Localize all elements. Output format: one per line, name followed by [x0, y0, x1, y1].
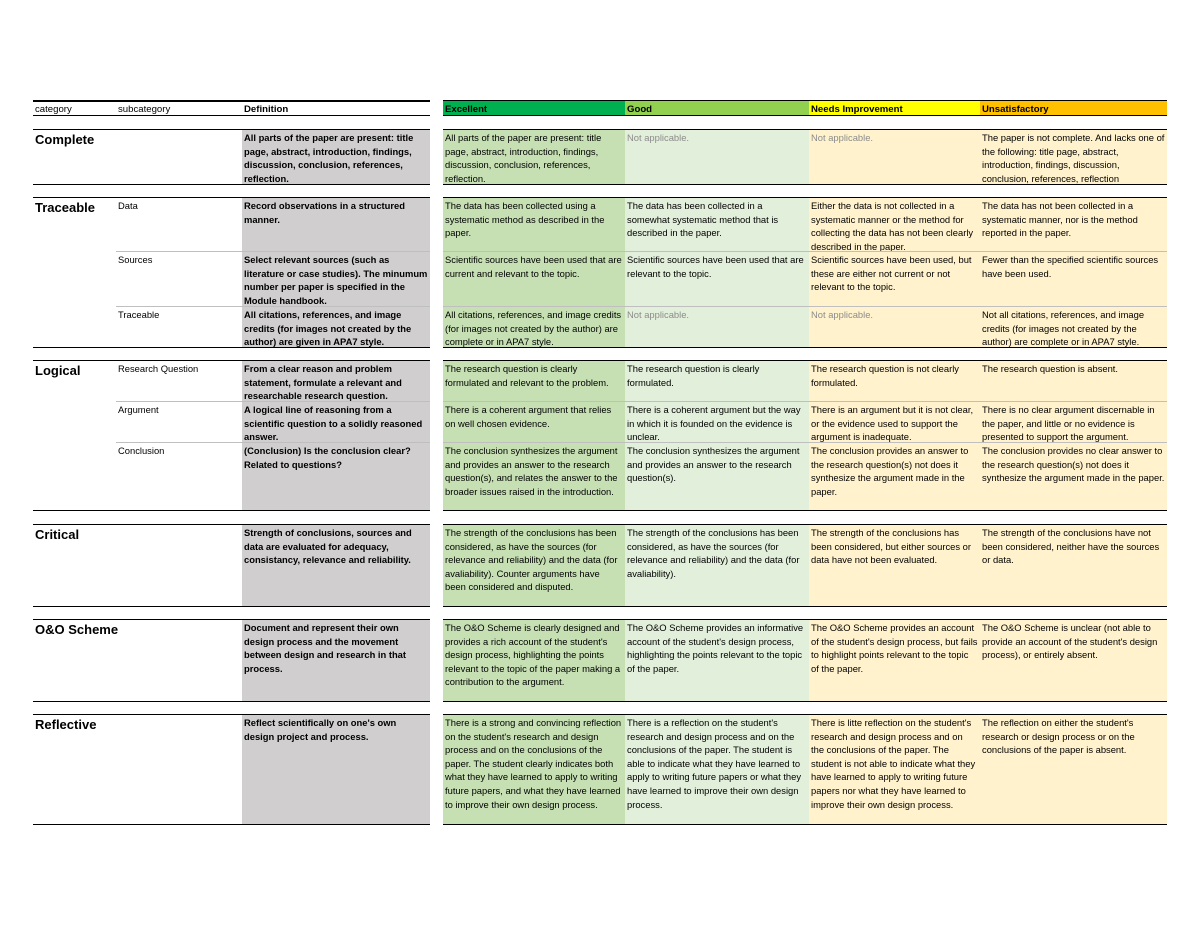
needs-improvement-cell: The conclusion provides an answer to the research question(s) not does it synthesize the argument made in the paper. — [809, 443, 980, 510]
good-cell: The conclusion synthesizes the argument and provides an answer to the research question(s). — [625, 443, 809, 510]
unsatisfactory-cell: Not all citations, references, and image credits (for images not created by the author) are complete or in APA7 style. — [980, 307, 1167, 347]
good-cell: Not applicable. — [625, 130, 809, 184]
definition-cell: All parts of the paper are present: title page, abstract, introduction, findings, discussion, conclusion, references, reflection. — [242, 130, 430, 184]
unsatisfactory-cell: There is no clear argument discernable in the paper, and little or no evidence is presented to support the argument. — [980, 402, 1167, 442]
excellent-cell: The conclusion synthesizes the argument and provides an answer to the research question(s), and relates the answer to the broader issues raised in the introduction. — [443, 443, 625, 510]
excellent-cell: All parts of the paper are present: title page, abstract, introduction, findings, discussion, conclusion, references, reflection. — [443, 130, 625, 184]
needs-improvement-cell: There is litte reflection on the student's research and design process and on the conclusions of the paper. The student is not able to indicate what they have learned to apply to writing future papers nor what they have learned to improve their own design process. — [809, 715, 980, 824]
needs-improvement-cell: Scientific sources have been used, but these are either not current or not relevant to the topic. — [809, 252, 980, 306]
excellent-cell: There is a coherent argument that relies on well chosen evidence. — [443, 402, 625, 442]
definition-cell: Strength of conclusions, sources and data are evaluated for adequacy, consistancy, relevance and reliability. — [242, 525, 430, 606]
good-cell: The strength of the conclusions has been considered, as have the sources (for relevance and reliability) and the data (for avaliability). — [625, 525, 809, 606]
unsatisfactory-cell: The conclusion provides no clear answer to the research question(s) not does it synthesize the argument made in the paper. — [980, 443, 1167, 510]
rule-logical-bottom-r — [443, 510, 1167, 511]
definition-cell: Reflect scientifically on one's own design project and process. — [242, 715, 430, 824]
unsatisfactory-cell: The research question is absent. — [980, 361, 1167, 401]
excellent-cell: The O&O Scheme is clearly designed and provides a rich account of the student's design process, highlighting the points relevant to the topic of the paper making a contribution to the argument. — [443, 620, 625, 701]
unsatisfactory-cell: Fewer than the specified scientific sources have been used. — [980, 252, 1167, 306]
rule-traceable-bottom-l — [33, 347, 430, 348]
category-complete: Complete — [35, 132, 95, 147]
subcategory-traceable: Traceable — [118, 309, 160, 320]
needs-improvement-cell: Either the data is not collected in a systematic manner or the method for collecting the data has not been clearly described in the paper. — [809, 198, 980, 251]
category-reflective: Reflective — [35, 717, 97, 732]
unsatisfactory-cell: The data has not been collected in a systematic manner, nor is the method reported in the paper. — [980, 198, 1167, 251]
rule-complete-bottom-l — [33, 184, 430, 185]
unsatisfactory-cell: The strength of the conclusions have not been considered, neither have the sources or data. — [980, 525, 1167, 606]
good-cell: The research question is clearly formulated. — [625, 361, 809, 401]
subcategory-research-question: Research Question — [118, 363, 199, 374]
excellent-cell: The data has been collected using a systematic method as described in the paper. — [443, 198, 625, 251]
needs-improvement-cell: The O&O Scheme provides an account of the student's design process, but fails to highlight points relevant to the topic of the paper. — [809, 620, 980, 701]
unsatisfactory-cell: The reflection on either the student's research or design process or on the conclusions of the paper is absent. — [980, 715, 1167, 824]
rule-complete-bottom-r — [443, 184, 1167, 185]
definition-cell: From a clear reason and problem statement, formulate a relevant and researchable research question. — [242, 361, 430, 401]
category-traceable: Traceable — [35, 200, 95, 215]
subcategory-argument: Argument — [118, 404, 159, 415]
header-definition: Definition — [244, 104, 289, 115]
definition-cell: Select relevant sources (such as literature or case studies). The minumum number per paper is specified in the Module handbook. — [242, 252, 430, 306]
header-subcategory: subcategory — [118, 104, 171, 115]
category-critical: Critical — [35, 527, 80, 542]
good-cell: The O&O Scheme provides an informative account of the student's design process, highlighting the points relevant to the topic of the paper. — [625, 620, 809, 701]
definition-cell: (Conclusion) Is the conclusion clear? Related to questions? — [242, 443, 430, 510]
rule-critical-bottom-r — [443, 606, 1167, 607]
category-logical: Logical — [35, 363, 81, 378]
excellent-cell: There is a strong and convincing reflection on the student's research and design process and on the conclusions of the paper. The student clearly indicates both what they have learned to apply to writing future papers, and what they have learned to improve their own design process. — [443, 715, 625, 824]
good-cell: There is a reflection on the student's research and design process and on the conclusions of the paper. The student is able to indicate what they have learned to apply to writing future papers or what they have learned to improve their own design process. — [625, 715, 809, 824]
header-good: Good — [627, 104, 653, 115]
rule-logical-bottom-l — [33, 510, 430, 511]
subcategory-data: Data — [118, 200, 138, 211]
needs-improvement-cell: Not applicable. — [809, 130, 980, 184]
good-cell: The data has been collected in a somewhat systematic method that is described in the paper. — [625, 198, 809, 251]
definition-cell: Record observations in a structured manner. — [242, 198, 430, 251]
excellent-cell: All citations, references, and image credits (for images not created by the author) are complete or in APA7 style. — [443, 307, 625, 347]
rule-critical-bottom-l — [33, 606, 430, 607]
good-cell: Not applicable. — [625, 307, 809, 347]
needs-improvement-cell: There is an argument but it is not clear, or the evidence used to support the argument is inadequate. — [809, 402, 980, 442]
unsatisfactory-cell: The O&O Scheme is unclear (not able to provide an account of the student's design process), or entirely absent. — [980, 620, 1167, 701]
unsatisfactory-cell: The paper is not complete. And lacks one of the following: title page, abstract, introduction, findings, discussion, conclusion, references, reflection — [980, 130, 1167, 184]
subcategory-sources: Sources — [118, 254, 153, 265]
rule-oo-bottom-r — [443, 701, 1167, 702]
rule-traceable-bottom-r — [443, 347, 1167, 348]
rule-oo-bottom-l — [33, 701, 430, 702]
category-oo-scheme: O&O Scheme — [35, 622, 119, 637]
rule-reflective-bottom-r — [443, 824, 1167, 825]
excellent-cell: The research question is clearly formulated and relevant to the problem. — [443, 361, 625, 401]
header-category: category — [35, 104, 72, 115]
definition-cell: A logical line of reasoning from a scientific question to a solidly reasoned answer. — [242, 402, 430, 442]
subcategory-conclusion: Conclusion — [118, 445, 165, 456]
needs-improvement-cell: The strength of the conclusions has been considered, but either sources or data have not been evaluated. — [809, 525, 980, 606]
needs-improvement-cell: Not applicable. — [809, 307, 980, 347]
header-excellent: Excellent — [445, 104, 488, 115]
excellent-cell: The strength of the conclusions has been considered, as have the sources (for relevance and reliability) and the data (for avaliability). Counter arguments have been considered and disputed. — [443, 525, 625, 606]
rule-reflective-bottom-l — [33, 824, 430, 825]
good-cell: Scientific sources have been used that are relevant to the topic. — [625, 252, 809, 306]
definition-cell: All citations, references, and image credits (for images not created by the author) are given in APA7 style. — [242, 307, 430, 347]
excellent-cell: Scientific sources have been used that are current and relevant to the topic. — [443, 252, 625, 306]
definition-cell: Document and represent their own design process and the movement between design and research in that process. — [242, 620, 430, 701]
good-cell: There is a coherent argument but the way in which it is founded on the evidence is unclear. — [625, 402, 809, 442]
needs-improvement-cell: The research question is not clearly formulated. — [809, 361, 980, 401]
header-needs-improvement: Needs Improvement — [811, 104, 903, 115]
header-unsatisfactory: Unsatisfactory — [982, 104, 1049, 115]
